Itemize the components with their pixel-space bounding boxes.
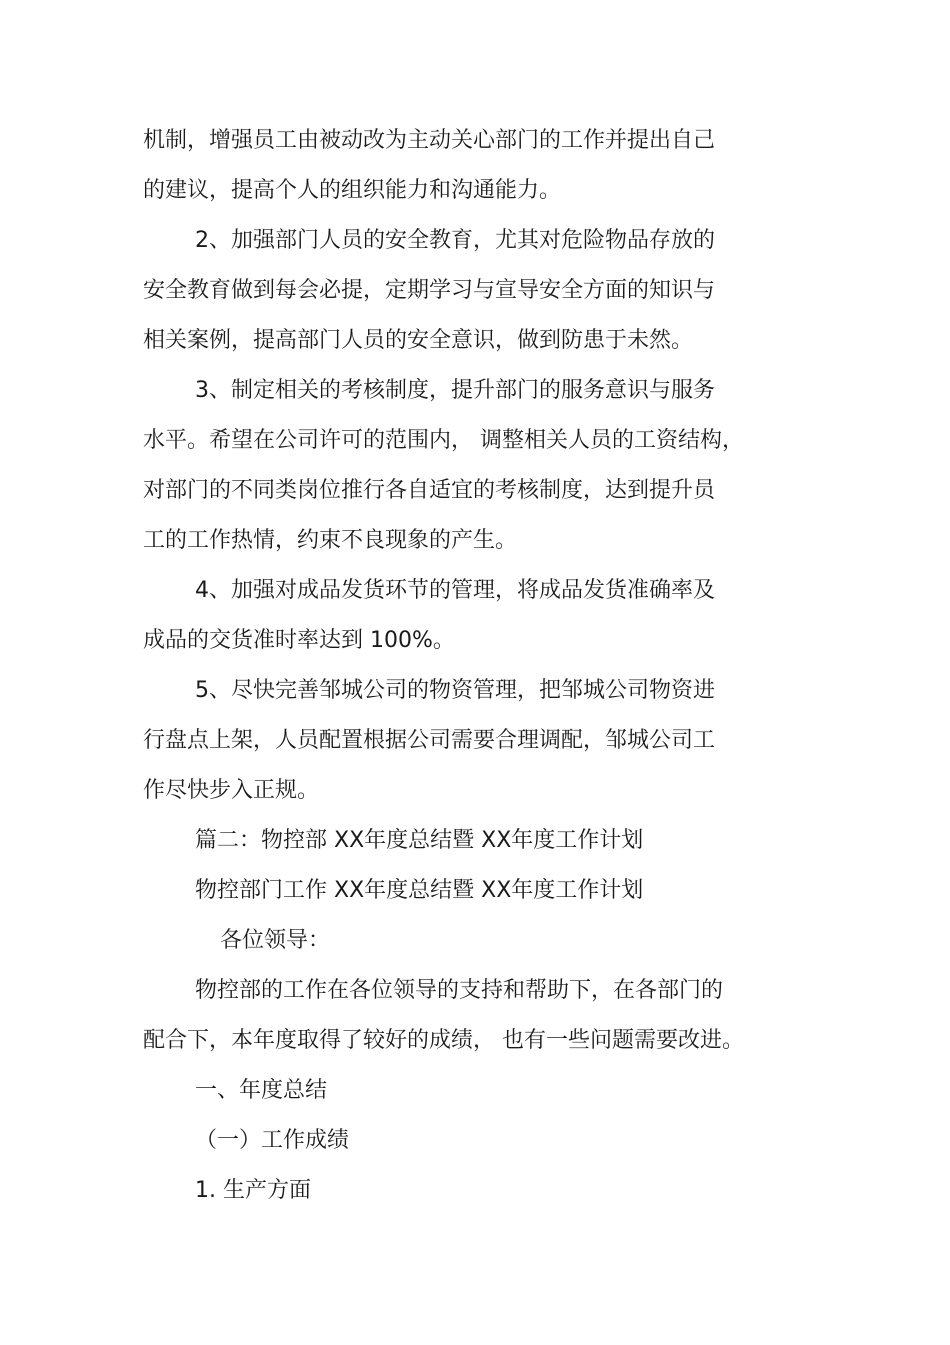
section-heading: 篇二：物控部 XX年度总结暨 XX年度工作计划 — [195, 828, 644, 853]
text-line: 机制，增强员工由被动改为主动关心部门的工作并提出自己 — [143, 128, 716, 153]
text-line: 安全教育做到每会必提，定期学习与宣导安全方面的知识与 — [143, 278, 716, 303]
heading-work-results: （一）工作成绩 — [195, 1128, 350, 1153]
text-line: 5、尽快完善邹城公司的物资管理，把邹城公司物资进 — [195, 678, 715, 703]
text-line: 作尽快步入正规。 — [143, 778, 320, 803]
text-line: 对部门的不同类岗位推行各自适宜的考核制度，达到提升员 — [143, 478, 716, 503]
text-line: 工的工作热情，约束不良现象的产生。 — [143, 528, 518, 553]
heading-production: 1. 生产方面 — [195, 1178, 311, 1203]
text-line: 相关案例，提高部门人员的安全意识，做到防患于未然。 — [143, 328, 694, 353]
text-line: 4、加强对成品发货环节的管理，将成品发货准确率及 — [195, 578, 715, 603]
text-line: 水平。希望在公司许可的范围内， 调整相关人员的工资结构， — [143, 428, 744, 453]
salutation: 各位领导： — [220, 928, 331, 953]
text-line: 行盘点上架，人员配置根据公司需要合理调配，邹城公司工 — [143, 728, 716, 753]
text-line: 物控部的工作在各位领导的支持和帮助下，在各部门的 — [195, 978, 724, 1003]
text-line: 配合下，本年度取得了较好的成绩， 也有一些问题需要改进。 — [143, 1028, 744, 1053]
text-line: 2、加强部门人员的安全教育，尤其对危险物品存放的 — [195, 228, 715, 253]
document-title: 物控部门工作 XX年度总结暨 XX年度工作计划 — [195, 878, 644, 903]
text-line: 的建议，提高个人的组织能力和沟通能力。 — [143, 178, 562, 203]
text-line: 成品的交货准时率达到 100%。 — [143, 628, 455, 653]
heading-annual-summary: 一、年度总结 — [195, 1078, 328, 1103]
text-line: 3、制定相关的考核制度，提升部门的服务意识与服务 — [195, 378, 715, 403]
